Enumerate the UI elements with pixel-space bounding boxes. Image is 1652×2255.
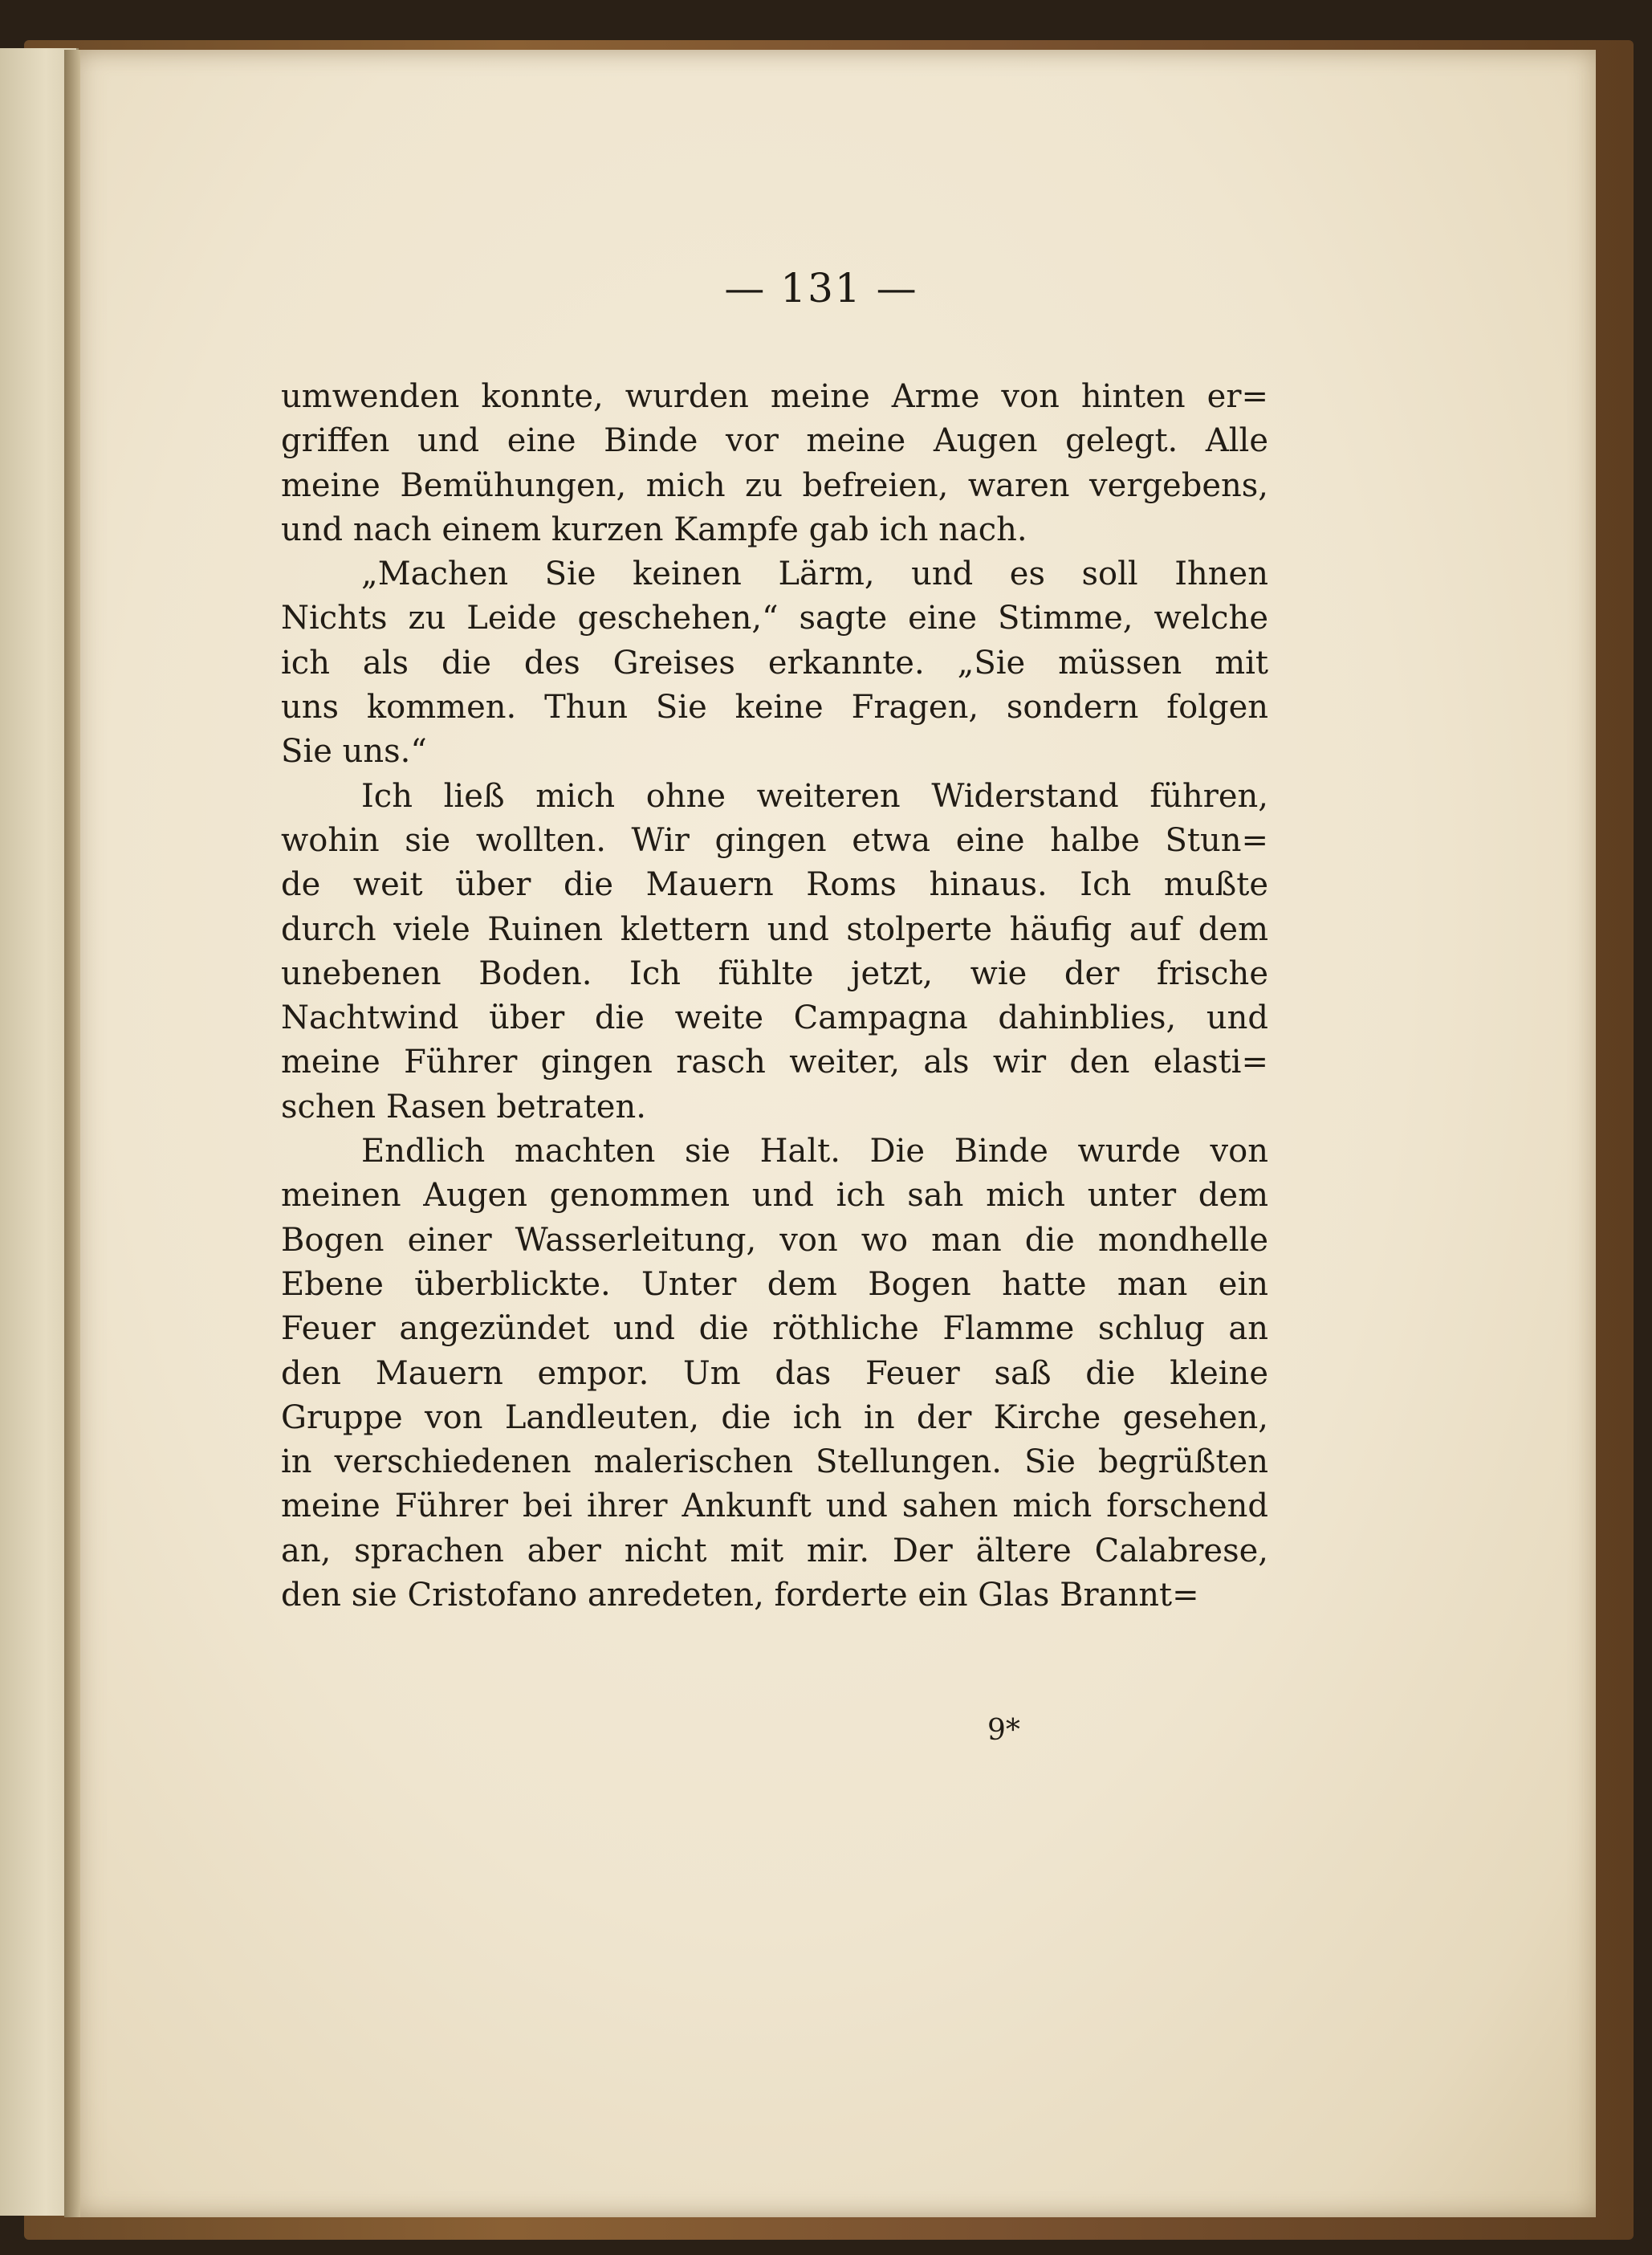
- paragraph: [281, 1130, 1268, 1618]
- text-line: Feuer angezündet und die röthliche Flamme schlug an: [281, 1310, 1268, 1348]
- text-line: „Machen Sie keinen Lärm, und es soll Ihnen: [361, 556, 1268, 593]
- text-line: wohin sie wollten. Wir gingen etwa eine halbe Stun=: [281, 821, 1268, 859]
- text-line: an, sprachen aber nicht mit mir. Der ältere Calabrese,: [281, 1532, 1268, 1569]
- text-line: unebenen Boden. Ich fühlte jetzt, wie der frische: [281, 955, 1268, 992]
- text-line: Ebene überblickte. Unter dem Bogen hatte man ein: [281, 1265, 1268, 1303]
- text-line: und nach einem kurzen Kampfe gab ich nach.: [281, 511, 1027, 548]
- text-line: Nichts zu Leide geschehen,“ sagte eine Stimme, welche: [281, 600, 1268, 637]
- text-line: de weit über die Mauern Roms hinaus. Ich mußte: [281, 866, 1268, 904]
- text-line: Bogen einer Wasserleitung, von wo man die mondhelle: [281, 1221, 1268, 1259]
- page-number: — 131 —: [724, 265, 918, 311]
- text-line: Ich ließ mich ohne weiteren Widerstand führen,: [361, 777, 1268, 815]
- text-line: Endlich machten sie Halt. Die Binde wurde von: [361, 1133, 1268, 1170]
- page-body: [281, 375, 1268, 1618]
- text-line: griffen und eine Binde vor meine Augen gelegt. Alle: [281, 422, 1268, 460]
- text-line: durch viele Ruinen klettern und stolperte häufig auf dem: [281, 910, 1268, 948]
- text-line: meinen Augen genommen und ich sah mich unter dem: [281, 1177, 1268, 1215]
- book-gutter: [64, 50, 80, 2217]
- text-line: ich als die des Greises erkannte. „Sie müssen mit: [281, 644, 1268, 682]
- book-page: [71, 50, 1596, 2217]
- text-line: umwenden konnte, wurden meine Arme von hinten er=: [281, 378, 1268, 415]
- paragraph: [281, 552, 1268, 774]
- paragraph: [281, 775, 1268, 1130]
- text-line: den Mauern empor. Um das Feuer saß die kleine: [281, 1354, 1268, 1392]
- text-line: Gruppe von Landleuten, die ich in der Kirche gesehen,: [281, 1398, 1268, 1436]
- text-line: schen Rasen betraten.: [281, 1088, 646, 1125]
- text-line: meine Führer bei ihrer Ankunft und sahen mich forschend: [281, 1488, 1268, 1525]
- signature-mark: 9*: [987, 1714, 1020, 1747]
- text-line: Nachtwind über die weite Campagna dahinblies, und: [281, 999, 1268, 1037]
- paragraph: [281, 375, 1268, 552]
- text-line: den sie Cristofano anredeten, forderte ein Glas Brannt=: [281, 1577, 1199, 1614]
- text-line: meine Führer gingen rasch weiter, als wir den elasti=: [281, 1044, 1268, 1081]
- text-line: uns kommen. Thun Sie keine Fragen, sondern folgen: [281, 689, 1268, 727]
- text-line: Sie uns.“: [281, 733, 427, 771]
- text-line: meine Bemühungen, mich zu befreien, waren vergebens,: [281, 466, 1268, 504]
- text-line: in verschiedenen malerischen Stellungen. Sie begrüßten: [281, 1443, 1268, 1481]
